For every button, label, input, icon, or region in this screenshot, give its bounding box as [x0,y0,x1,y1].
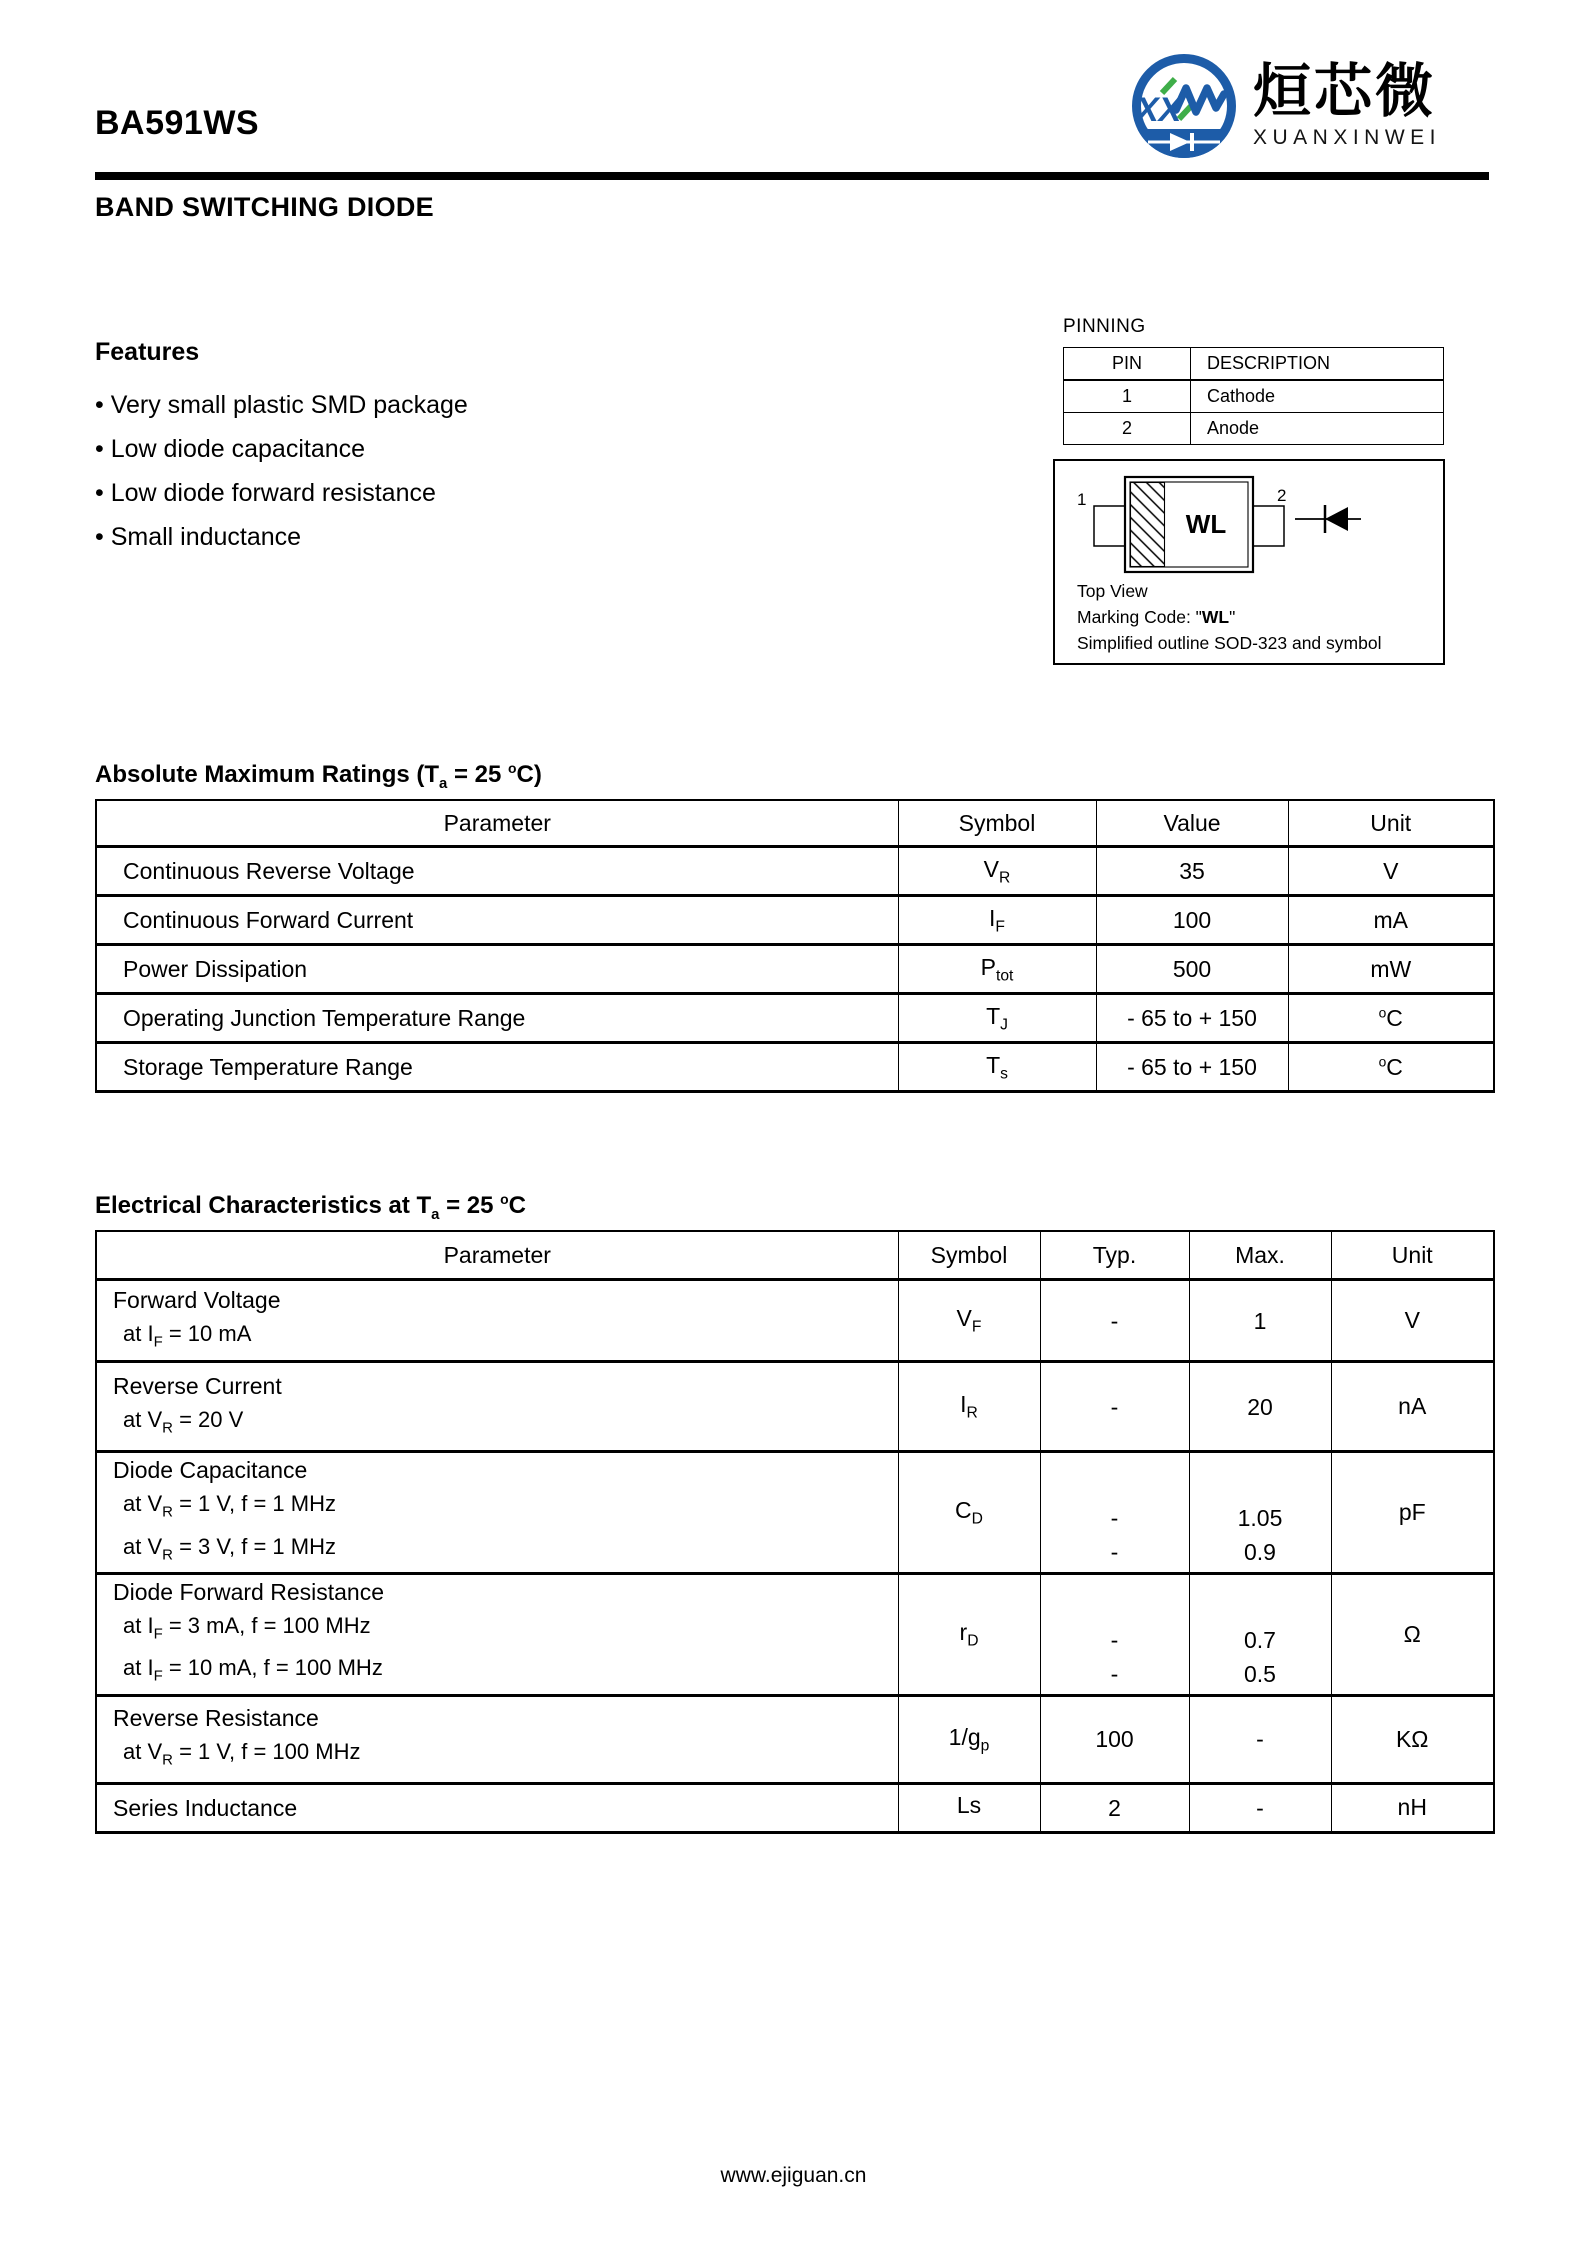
value-column-header: Value [1096,800,1288,847]
features-heading: Features [95,338,200,366]
table-row [96,1280,1494,1362]
package-marking-text: WL [1185,509,1227,539]
unit-cell: $^o$C [1288,1043,1494,1092]
logo-letters: XX [1136,91,1182,129]
diode-symbol-icon [1295,505,1361,533]
logo-latin-name: XUANXINWEI [1253,126,1442,150]
parameter-cell: Continuous Reverse Voltage [96,847,898,896]
feature-item: • Very small plastic SMD package [95,383,675,427]
logo-diode-icon [1190,133,1194,151]
value-cell: - 65 to + 150 [1096,1043,1288,1092]
unit-column-header: Unit [1331,1231,1494,1280]
max-cell: 1 [1189,1280,1331,1362]
symbol-cell: $I_F$ [898,896,1096,945]
parameter-column-header: Parameter [96,800,898,847]
logo-band [1128,129,1240,162]
typ-cell: 100 [1040,1695,1189,1783]
unit-cell: mW [1288,945,1494,994]
max-cell: 20 [1189,1362,1331,1452]
typ-cell: - - [1040,1574,1189,1696]
parameter-cell: Diode Capacitance at $V_R = 1$ V, f = 1 MHz at $V_R = 3$ V, f = 1 MHz [96,1452,898,1574]
pinning-heading: PINNING [1063,316,1146,337]
parameter-cell: Continuous Forward Current [96,896,898,945]
symbol-cell: $P_{tot}$ [898,945,1096,994]
table-row [1064,413,1444,445]
package-drawing [1055,461,1443,577]
caption-outline: Simplified outline SOD-323 and symbol [1077,633,1382,653]
unit-cell: V [1331,1280,1494,1362]
parameter-cell: Reverse Resistance at $V_R = 1$ V, f = 100 MHz [96,1695,898,1783]
table-row [96,994,1494,1043]
symbol-cell: $C_D$ [898,1452,1040,1574]
table-row [96,1043,1494,1092]
table-row [96,847,1494,896]
unit-cell: mA [1288,896,1494,945]
unit-cell: Ω [1331,1574,1494,1696]
typ-cell: - [1040,1280,1189,1362]
pin-column-header: PIN [1064,348,1191,381]
typ-column-header: Typ. [1040,1231,1189,1280]
max-cell: 0.7 0.5 [1189,1574,1331,1696]
heading-text: Absolute Maximum Ratings (T [95,761,440,788]
table-header-row [96,800,1494,847]
package-lead-1 [1094,506,1125,546]
absolute-maximum-ratings-table [95,799,1495,1094]
max-column-header: Max. [1189,1231,1331,1280]
parameter-cell: Power Dissipation [96,945,898,994]
pin-number-cell: 2 [1064,413,1191,445]
unit-cell: $^o$C [1288,994,1494,1043]
features-list [95,383,675,559]
unit-cell: nA [1331,1362,1494,1452]
parameter-cell: Reverse Current at $V_R = 20$ V [96,1362,898,1452]
package-cathode-band [1131,483,1165,567]
symbol-cell: $T_J$ [898,994,1096,1043]
footer-url: www.ejiguan.cn [720,2164,867,2187]
typ-cell: - - [1040,1452,1189,1574]
unit-column-header: Unit [1288,800,1494,847]
symbol-cell: $I_R$ [898,1362,1040,1452]
unit-cell: V [1288,847,1494,896]
absolute-maximum-ratings-section [95,760,1495,1093]
heading-text: = 25 [447,761,509,788]
features-section [95,338,675,559]
header-rule [95,172,1489,180]
max-cell: - [1189,1783,1331,1832]
table-row [96,1695,1494,1783]
pinning-section [1053,316,1449,665]
logo-wordmark [1253,58,1442,151]
typ-cell: 2 [1040,1783,1189,1832]
package-outline-figure [1053,459,1445,665]
page-subtitle: BAND SWITCHING DIODE [95,192,434,222]
pinning-table [1063,347,1444,445]
package-captions [1077,578,1381,656]
symbol-cell: $V_R$ [898,847,1096,896]
max-cell: 1.05 0.9 [1189,1452,1331,1574]
symbol-cell: $1/g_p$ [898,1695,1040,1783]
caption-marking-code [1077,604,1381,630]
heading-subscript: a [439,775,448,792]
value-cell: - 65 to + 150 [1096,994,1288,1043]
table-row [96,1783,1494,1832]
section-heading [95,1191,1495,1223]
pin-2-label: 2 [1277,486,1287,505]
heading-text: = 25 [439,1192,501,1219]
max-cell: - [1189,1695,1331,1783]
parameter-cell: Storage Temperature Range [96,1043,898,1092]
unit-cell: nH [1331,1783,1494,1832]
table-row [96,896,1494,945]
table-header-row [1064,348,1444,381]
feature-item: • Low diode capacitance [95,427,675,471]
table-header-row [96,1231,1494,1280]
unit-cell: KΩ [1331,1695,1494,1783]
typ-cell: - [1040,1362,1189,1452]
symbol-cell: $T_s$ [898,1043,1096,1092]
caption-text: " [1229,607,1236,627]
parameter-cell: Operating Junction Temperature Range [96,994,898,1043]
pin-description-cell: Cathode [1191,380,1444,413]
unit-cell: pF [1331,1452,1494,1574]
parameter-column-header: Parameter [96,1231,898,1280]
pin-description-cell: Anode [1191,413,1444,445]
feature-item: • Small inductance [95,515,675,559]
pin-1-label: 1 [1077,490,1087,509]
value-cell: 100 [1096,896,1288,945]
pin-number-cell: 1 [1064,380,1191,413]
symbol-column-header: Symbol [898,1231,1040,1280]
heading-text: C [508,1192,527,1219]
caption-top-view: Top View [1077,581,1148,601]
electrical-characteristics-table [95,1230,1495,1834]
symbol-cell: $V_F$ [898,1280,1040,1362]
electrical-characteristics-section [95,1191,1495,1834]
page-footer [0,2164,1587,2188]
brand-logo [1124,46,1441,166]
heading-text: C) [516,761,542,788]
logo-emblem-icon [1124,46,1244,166]
value-cell: 500 [1096,945,1288,994]
table-row [96,1362,1494,1452]
description-column-header: DESCRIPTION [1191,348,1444,381]
parameter-cell: Diode Forward Resistance at $I_F = 3$ mA, f = 100 MHz at $I_F = 10$ mA, f = 100 MHz [96,1574,898,1696]
part-number: BA591WS [95,104,260,142]
marking-code: WL [1201,607,1230,627]
parameter-cell: Series Inductance [96,1783,898,1832]
symbol-cell: Ls [898,1783,1040,1832]
package-lead-2 [1253,506,1284,546]
feature-item: • Low diode forward resistance [95,471,675,515]
table-row [96,945,1494,994]
section-heading [95,760,1495,792]
table-row [96,1574,1494,1696]
caption-text: Marking Code: " [1077,607,1202,627]
degree-symbol: o [500,1191,509,1207]
degree-symbol: o [508,760,517,776]
parameter-cell: Forward Voltage at $I_F = 10$ mA [96,1280,898,1362]
table-row [96,1452,1494,1574]
symbol-cell: $r_D$ [898,1574,1040,1696]
heading-subscript: a [431,1206,440,1223]
logo-chinese-name: 烜芯微 [1253,58,1437,124]
heading-text: Electrical Characteristics at T [95,1192,432,1219]
table-row [1064,380,1444,413]
value-cell: 35 [1096,847,1288,896]
symbol-column-header: Symbol [898,800,1096,847]
